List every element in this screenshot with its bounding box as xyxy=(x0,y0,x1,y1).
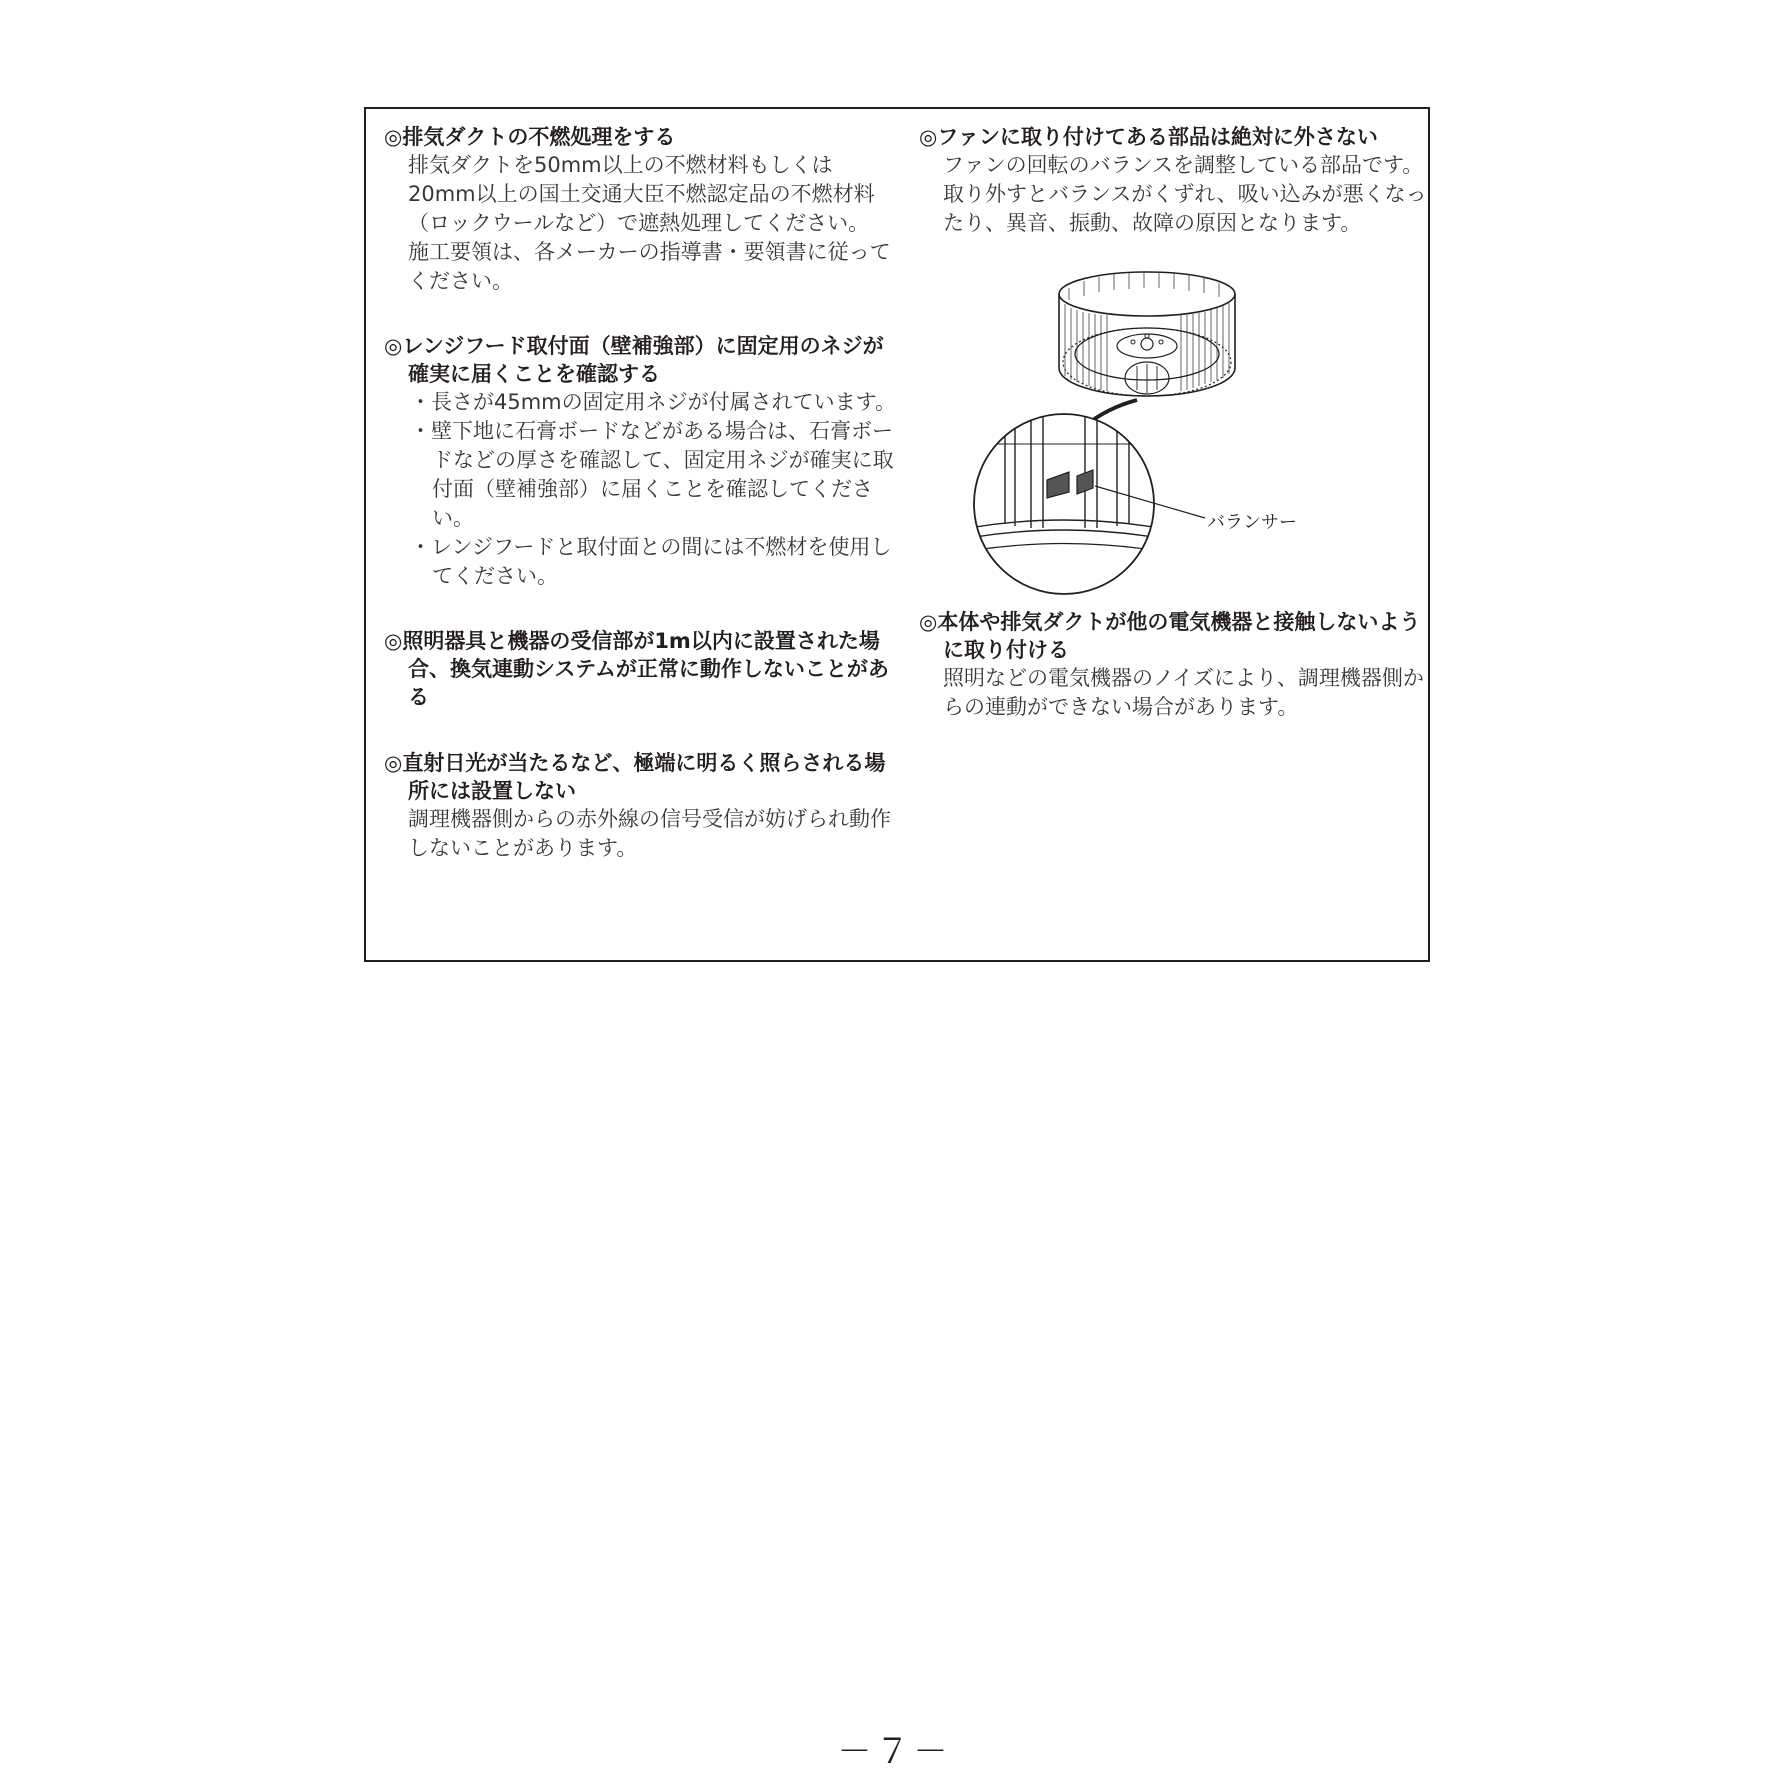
section-heading: ◎照明器具と機器の受信部が1m以内に設置された場合、換気連動システムが正常に動作しないことがある xyxy=(384,629,889,709)
balancer-label: バランサー xyxy=(1207,512,1297,533)
section-heading: ◎排気ダクトの不燃処理をする xyxy=(384,125,676,149)
section-fan-parts xyxy=(919,123,1434,238)
bullet-item: ・レンジフードと取付面との間には不燃材を使用してください。 xyxy=(410,535,892,588)
section-direct-sunlight xyxy=(384,749,899,863)
section-text: 照明などの電気機器のノイズにより、調理機器側からの連動ができない場合があります。 xyxy=(943,666,1424,719)
bullet-item: ・長さが45mmの固定用ネジが付属されています。 xyxy=(410,390,896,414)
bullet-item: ・壁下地に石膏ボードなどがある場合は、石膏ボードなどの厚さを確認して、固定用ネジが確実に取付面（壁補強部）に届くことを確認してください。 xyxy=(410,419,894,530)
fan-illustration xyxy=(919,266,1434,606)
section-screw-check xyxy=(384,332,899,591)
fan-balancer-illustration xyxy=(919,266,1434,606)
section-heading: ◎本体や排気ダクトが他の電気機器と接触しないように取り付ける xyxy=(919,610,1421,662)
section-heading: ◎レンジフード取付面（壁補強部）に固定用のネジが確実に届くことを確認する xyxy=(384,334,884,386)
section-lighting-distance xyxy=(384,627,899,711)
zoom-circle xyxy=(969,414,1159,594)
section-text: 施工要領は、各メーカーの指導書・要領書に従ってください。 xyxy=(408,240,891,293)
section-text: 排気ダクトを50mm以上の不燃材料もしくは20mm以上の国土交通大臣不燃認定品の不燃材料（ロックウールなど）で遮熱処理してください。 xyxy=(408,153,875,235)
fan-drum xyxy=(1059,272,1235,396)
section-heading: ◎ファンに取り付けてある部品は絶対に外さない xyxy=(919,125,1378,149)
section-text: ファンの回転のバランスを調整している部品です。 xyxy=(943,153,1424,177)
section-heading: ◎直射日光が当たるなど、極端に明るく照らされる場所には設置しない xyxy=(384,751,886,803)
right-column xyxy=(919,123,1434,722)
section-text: 取り外すとバランスがくずれ、吸い込みが悪くなったり、異音、振動、故障の原因となります。 xyxy=(943,182,1427,235)
bullet-list xyxy=(384,388,899,591)
section-duct-fireproofing xyxy=(384,123,899,296)
section-electrical-contact xyxy=(919,608,1434,722)
left-column xyxy=(384,123,899,863)
page-number: －７－ xyxy=(837,1732,952,1772)
section-text: 調理機器側からの赤外線の信号受信が妨げられ動作しないことがあります。 xyxy=(408,807,891,860)
notice-box xyxy=(364,107,1430,962)
